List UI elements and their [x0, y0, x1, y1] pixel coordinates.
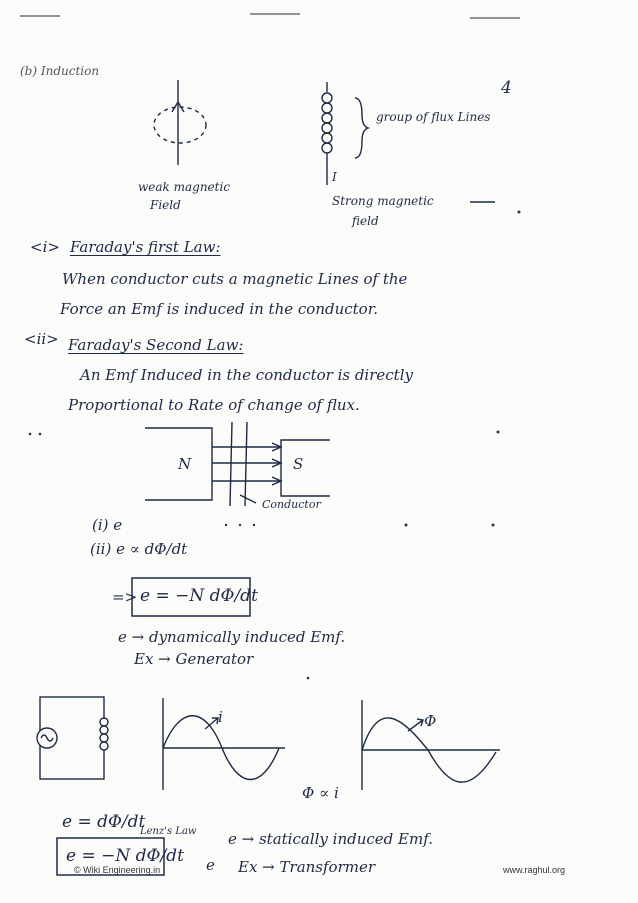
second-law-title: Faraday's Second Law: — [68, 336, 244, 354]
second-law-line-2: Proportional to Rate of change of flux. — [68, 396, 360, 414]
flux-group-label: group of flux Lines — [376, 110, 491, 124]
south-pole-label: S — [293, 455, 304, 473]
current-wave-graph — [163, 698, 285, 790]
strong-field-label-2: field — [352, 214, 379, 228]
second-law-line-1: An Emf Induced in the conductor is directly — [80, 366, 413, 384]
lenz-law-label: Lenz's Law — [140, 826, 197, 837]
first-law-marker: <i> — [30, 238, 60, 256]
e-prefix: e — [206, 856, 215, 874]
circuit-diagram — [37, 697, 108, 779]
weak-field-label: weak magnetic — [138, 180, 231, 194]
boxed-equation: e = −N dΦ/dt — [140, 586, 258, 606]
conductor-label: Conductor — [262, 498, 321, 511]
weak-field-label-2: Field — [150, 198, 181, 212]
page-number: 4 — [501, 78, 512, 98]
generator-example: Ex → Generator — [134, 650, 254, 668]
north-pole-label: N — [178, 455, 192, 473]
first-law-line-2: Force an Emf is induced in the conductor. — [60, 300, 378, 318]
weak-field-diagram — [154, 80, 206, 165]
header-fragment: (b) Induction — [20, 64, 100, 78]
strong-field-label: Strong magnetic — [332, 194, 434, 208]
first-law-line-1: When conductor cuts a magnetic Lines of the — [62, 270, 408, 288]
footer-left-watermark: © Wiki Engineering.in — [74, 865, 161, 875]
footer-right-watermark: www.raghul.org — [503, 865, 566, 875]
second-law-marker: <ii> — [24, 330, 59, 348]
transformer-example: Ex → Transformer — [238, 858, 376, 876]
current-label: I — [332, 170, 337, 184]
current-symbol: i — [218, 708, 223, 726]
flux-symbol: Φ — [424, 712, 437, 730]
static-emf-line: e → statically induced Emf. — [228, 830, 433, 848]
boxed-equation-2: e = −N dΦ/dt — [66, 846, 184, 866]
flux-current-relation: Φ ∝ i — [302, 784, 339, 802]
coil-diagram — [322, 82, 495, 202]
first-law-title: Faraday's first Law: — [70, 238, 221, 256]
lenz-equation: e = dΦ/dt — [62, 812, 146, 832]
equation-i: (i) e — [92, 516, 123, 534]
dynamic-emf-line: e → dynamically induced Emf. — [118, 628, 346, 646]
implies-arrow: => — [112, 588, 138, 606]
equation-ii: (ii) e ∝ dΦ/dt — [90, 540, 188, 558]
